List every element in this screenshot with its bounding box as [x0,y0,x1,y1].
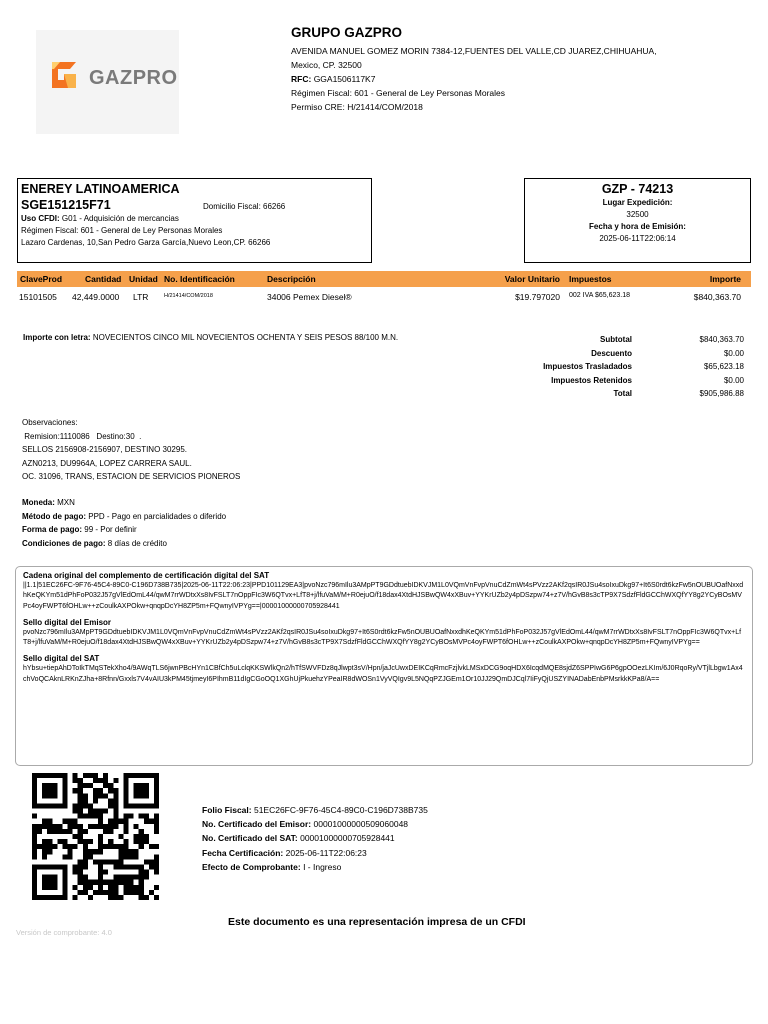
condiciones-pago-value: 8 días de crédito [107,539,167,549]
efecto-comprobante [202,860,428,874]
descuento-label: Descuento [591,348,632,358]
total-value: $905,986.88 [699,389,744,398]
cert-emisor-label: No. Certificado del Emisor: [202,819,312,830]
sello-sat-text: hYbsu+tiepAhDToIkTMqSTekXho4/9AWqTLS6jwnPBcHYn1CBfCh5uLclqKKSWlkQn2/hTfSWVFDz8qJlwpt3sV/Hpn/jaJcUwxDEIKCqRmcFzjlvkLMSxDCG9oqHDX6IcqdMQE8sjdZ6SPPIwG6P6gpOOezLKIm/6J0RqoRy/VTjlLbgw1Ax4chVoQCAknLRKnZJha+8Rfnn/Gxxls7V4vAIU3kPM45tjmeyI6PIhmB11dIgCGoOQ1XGhUjPkuehzYPeaIR8dWOSn1VyVQIgv9L5NQqPZJGEm1Or10JJ29QmDJCql7IiFyQjUSZYINADabEnbPMsrkkKPa8/A== [23,665,743,683]
client-rfc: SGE151215F71 [21,198,111,212]
sello-emisor-title: Sello digital del Emisor [23,617,112,627]
fecha-emision-label: Fecha y hora de Emisión: [589,222,686,231]
col-header-importe: Importe [709,274,741,284]
condiciones-pago [22,537,226,551]
issuer-permiso: Permiso CRE: H/21414/COM/2018 [291,102,423,112]
col-header-impuestos: Impuestos [569,274,612,284]
lugar-expedicion-label: Lugar Expedición: [602,198,673,207]
col-header-no-identificacion: No. Identificación [164,274,235,284]
metodo-pago [22,510,226,524]
lugar-expedicion-value: 32500 [626,210,649,219]
issuer-name: GRUPO GAZPRO [291,25,403,40]
cell-importe: $840,363.70 [693,292,741,302]
fecha-emision-value: 2025-06-11T22:06:14 [599,234,676,243]
importe-letra-label: Importe con letra: [23,333,91,342]
col-header-cantidad: Cantidad [85,274,122,284]
metodo-pago-label: Método de pago: [22,511,86,521]
cert-emisor [202,817,428,831]
qr-code-icon [32,773,159,900]
forma-pago-value: 99 - Por definir [84,525,137,535]
client-uso-cfdi [21,213,368,225]
gazpro-logo-icon [46,58,86,94]
client-name: ENEREY LATINOAMERICA [21,182,180,196]
moneda [22,496,226,510]
table-row [17,289,751,303]
col-header-unidad: Unidad [129,274,158,284]
col-header-descripcion: Descripción [267,274,316,284]
footer-message: Este documento es una representación impresa de un CFDI [228,916,526,928]
issuer-info [291,24,751,114]
cell-claveprod: 15101505 [19,292,57,302]
efecto-label: Efecto de Comprobante: [202,861,301,872]
folio-fiscal-label: Folio Fiscal: [202,805,252,815]
logo-wordmark: GAZPRO [89,67,178,89]
client-uso-value: G01 - Adquisición de mercancias [61,214,179,223]
forma-pago [22,523,226,537]
col-header-claveprod: ClaveProd [20,274,63,284]
fecha-cert-value: 2025-06-11T22:06:23 [285,847,367,858]
client-uso-label: Uso CFDI: [21,214,60,223]
cell-cantidad: 42,449.0000 [72,292,120,302]
cell-valor-unitario: $19.797020 [515,292,560,302]
client-domicilio: Domicilio Fiscal: 66266 [203,202,286,211]
issuer-address-line2: Mexico, CP. 32500 [291,60,362,70]
subtotal-value: $840,363.70 [699,335,744,344]
company-logo [36,30,179,134]
issuer-regimen: Régimen Fiscal: 601 - General de Ley Personas Morales [291,88,506,98]
cert-emisor-value: 00001000000509060048 [313,819,409,830]
col-header-valor-unitario: Valor Unitario [504,274,560,284]
cell-impuestos: 002 IVA $65,623.18 [569,292,630,299]
sello-sat-title: Sello digital del SAT [23,654,100,664]
importe-letra-value: NOVECIENTOS CINCO MIL NOVECIENTOS OCHENTA Y SEIS PESOS 88/100 M.N. [92,333,399,342]
importe-con-letra [23,333,398,342]
fecha-cert-label: Fecha Certificación: [202,847,284,858]
client-box [17,178,372,263]
client-regimen: Régimen Fiscal: 601 - General de Ley Personas Morales [21,226,223,235]
totals-row-total [480,387,744,401]
cadena-original-text: ||1.1|51EC26FC-9F76-45C4-89C0-C196D738B735|2025-06-11T22:06:23|PPD101129EA3|pvoNzc796mIlu3AMpPT9GDdtuebIDKVJM1L0VQmVnFvpVnuCdZmWt4sPVzz2AKf2qsIR0JSu4soIxuDkg97+It6S0rdt6kzFw5nOUBUOafNxxdhKeQKYm51dPhFoP032J57gVlEdOmL44/qwM7rrWDtxXs8IvFSLT7nOppFIc3W6QTvx+LfT8+j/lfuVaM/M+R0ejuO/f18dax4XtdHJSBwQW4xXBuv+YYKrUZb2y4pDSzpw74+z7V/hGvB8s3cTP9X7SdzfFldGCChWXQfYY8g2YCyBOsMVPc4oyFWPT6fOHLw++zCoulkAXPOkw+qnqpDcYH8ZP5m+FQwnyIVPYg==|00001000000705928441 [23,582,744,610]
fecha-certificacion [202,846,428,860]
cert-sat [202,831,428,845]
payment-info [22,496,226,551]
condiciones-pago-label: Condiciones de pago: [22,539,106,549]
descuento-value: $0.00 [723,348,744,358]
cert-sat-label: No. Certificado del SAT: [202,833,298,844]
metodo-pago-value: PPD - Pago en parcialidades o diferido [88,511,227,521]
version-label: Versión de comprobante: 4.0 [16,928,112,937]
cell-no-identificacion: H/21414/COM/2018 [164,293,213,299]
issuer-address-line1: AVENIDA MANUEL GOMEZ MORIN 7384-12,FUENTES DEL VALLE,CD JUAREZ,CHIHUAHUA, [291,46,657,56]
issuer-rfc-value: GGA1506117K7 [313,74,376,84]
sat-certification-box [15,566,753,766]
trasladados-label: Impuestos Trasladados [543,362,632,371]
cert-sat-value: 00001000000705928441 [300,833,395,844]
folio-box [524,178,751,263]
efecto-value: I - Ingreso [303,861,342,872]
folio-fiscal-value: 51EC26FC-9F76-45C4-89C0-C196D738B735 [253,805,428,815]
folio-number: GZP - 74213 [601,182,674,196]
moneda-value: MXN [57,498,75,507]
trasladados-value: $65,623.18 [703,362,744,371]
total-label: Total [613,389,632,398]
cell-descripcion: 34006 Pemex Diesel® [267,292,352,302]
cadena-original-title: Cadena original del complemento de certificación digital del SAT [23,571,270,580]
items-table-header [17,271,751,287]
observaciones: Observaciones: Remision:1110086 Destino:30 . SELLOS 2156908-2156907, DESTINO 30295. AZN0213, DU9964A, LOPEZ CARRERA SAUL. OC. 31096, TRANS, ESTACION DE SERVICIOS PIONEROS [22,418,241,481]
totals-row-subtotal [480,333,744,347]
cell-unidad: LTR [133,292,149,302]
issuer-rfc-label: RFC: [291,74,312,84]
retenidos-label: Impuestos Retenidos [551,375,632,385]
totals-row-trasladados [480,360,744,374]
totals-row-descuento [480,347,744,361]
totals-block [480,333,744,401]
totals-row-retenidos [480,374,744,388]
subtotal-label: Subtotal [600,335,632,344]
issuer-rfc [291,72,751,86]
folio-fiscal [202,803,428,817]
forma-pago-label: Forma de pago: [22,525,83,535]
sello-emisor-text: pvoNzc796mIlu3AMpPT9GDdtuebIDKVJM1L0VQmVnFvpVnuCdZmWt4sPVzz2AKf2qsIR0JSu4soIxuDkg97+It6S0rdt6kzFw5nOUBUOafNxxdhKeQKYm51dPhFoP032J57gVlEdOmL44/qwM7rrWDtxXs8IvFSLT7nOppFIc3W6QTvx+LfT8+j/lfuVaM/M+R0ejuO/f18dax4XtdHJSBwQW4xXBuv+YYKrUZb2y4pDSzpw74+z7V/hGvB8s3cTP9X7SdzfFldGCChWXQfYY8g2YCyBOsMVPc4oyFWPT6fOHLw++zCoulkAXPOkw+qnqpDcYH8ZP5m+FQwnyIVPYg== [23,628,742,647]
retenidos-value: $0.00 [723,375,744,385]
client-address: Lazaro Cardenas, 10,San Pedro Garza García,Nuevo Leon,CP. 66266 [21,238,271,247]
certificate-info [202,803,428,874]
moneda-label: Moneda: [22,498,55,507]
